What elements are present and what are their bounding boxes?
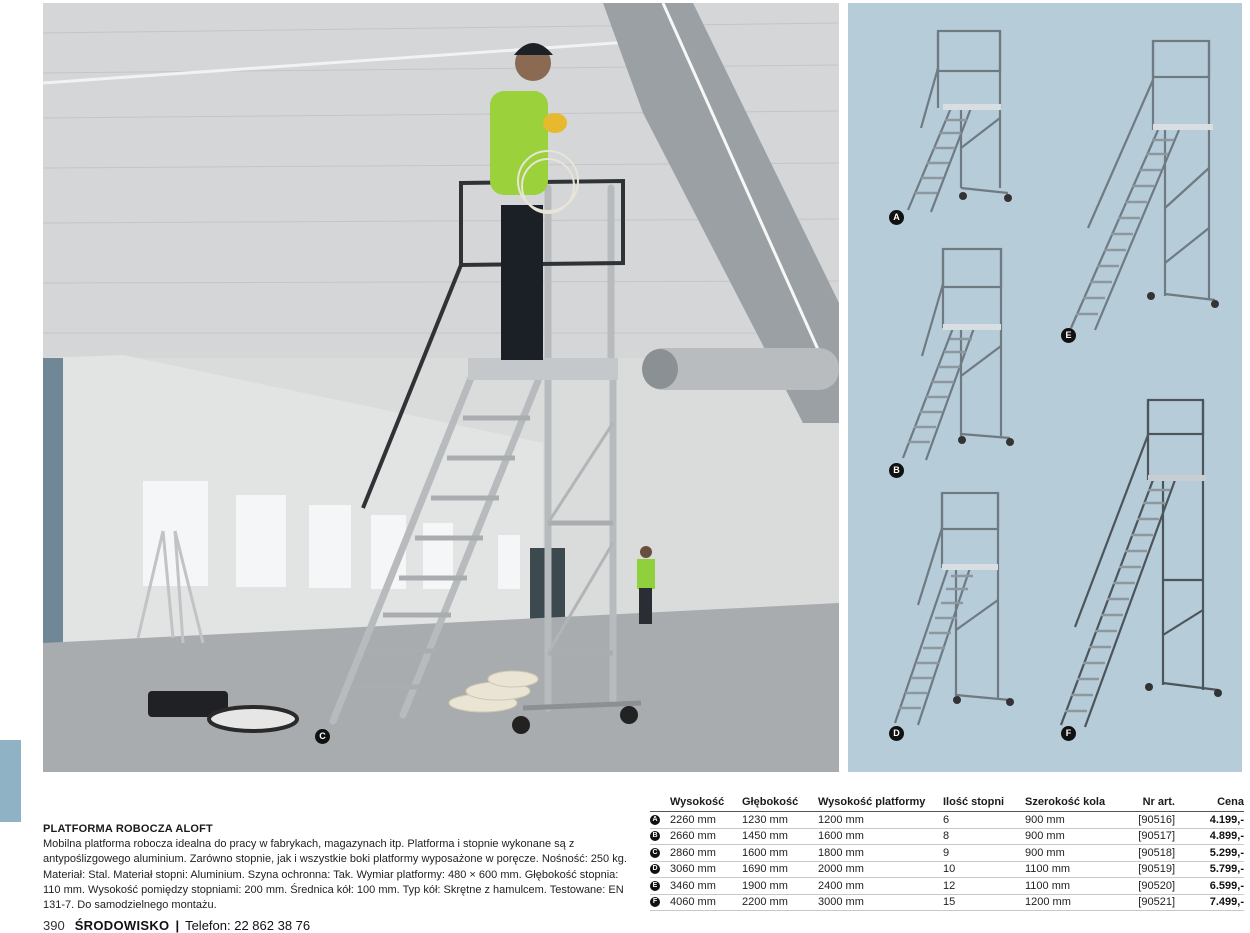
cell-width: 900 mm (1025, 828, 1115, 845)
cell-width: 900 mm (1025, 812, 1115, 829)
row-badge: C (650, 848, 660, 858)
header-letter (650, 794, 670, 812)
header-price: Cena (1175, 794, 1244, 812)
cell-steps: 12 (943, 878, 1025, 895)
badge-f: F (1061, 726, 1076, 741)
cell-price: 5.299,- (1175, 845, 1244, 862)
spec-table (650, 794, 1244, 911)
cell-price: 6.599,- (1175, 878, 1244, 895)
cell-height: 3060 mm (670, 861, 742, 878)
table-row (650, 828, 1244, 845)
table-row (650, 878, 1244, 895)
badge-a: A (889, 210, 904, 225)
cell-depth: 1690 mm (742, 861, 818, 878)
cell-price: 7.499,- (1175, 894, 1244, 911)
row-badge: E (650, 881, 660, 891)
ladder-f-image (1053, 395, 1228, 735)
cell-art: [90521] (1115, 894, 1175, 911)
cell-platform: 1200 mm (818, 812, 943, 829)
phone-number: Telefon: 22 862 38 76 (185, 918, 311, 933)
product-description: Mobilna platforma robocza idealna do pracy w fabrykach, magazynach itp. Platforma i stopnie wykonane są z antypoślizgowego aluminium. Zarówno stopnie, jak i wszystkie boki platformy wyposażone w poręcze. Nośność: 250 kg. Materiał: Stal. Materiał stopni: Aluminium. Szyna ochronna: Tak. Wymiar platformy: 480 × 600 mm. Głębokość stopnia: 110 mm. Wysokość pomiędzy stopniami: 200 mm. Średnica kół: 100 mm. Typ kół: Skrętne z hamulcem. Testowane: EN 131-7. Do samodzielnego montażu. (43, 838, 627, 912)
cell-price: 5.799,- (1175, 861, 1244, 878)
cell-art: [90520] (1115, 878, 1175, 895)
cell-width: 1100 mm (1025, 878, 1115, 895)
header-height: Wysokość (670, 794, 742, 812)
product-title: PLATFORMA ROBOCZA ALOFT (43, 823, 213, 835)
row-badge: D (650, 864, 660, 874)
table-row (650, 894, 1244, 911)
cell-platform: 2400 mm (818, 878, 943, 895)
header-steps: Ilość stopni (943, 794, 1025, 812)
cell-platform: 3000 mm (818, 894, 943, 911)
section-tab (0, 740, 21, 822)
footer-separator: | (175, 918, 180, 933)
row-badge: A (650, 815, 660, 825)
row-badge: B (650, 831, 660, 841)
cell-height: 2660 mm (670, 828, 742, 845)
badge-c: C (315, 729, 330, 744)
cell-height: 3460 mm (670, 878, 742, 895)
ladder-d-image (890, 490, 1020, 730)
page-footer (43, 918, 310, 933)
cell-art: [90517] (1115, 828, 1175, 845)
ladder-e-image (1063, 38, 1223, 338)
cell-width: 1200 mm (1025, 894, 1115, 911)
cell-depth: 2200 mm (742, 894, 818, 911)
header-platform-height: Wysokość platformy (818, 794, 943, 812)
badge-b: B (889, 463, 904, 478)
page-number: 390 (43, 918, 65, 933)
cell-height: 4060 mm (670, 894, 742, 911)
cell-art: [90519] (1115, 861, 1175, 878)
cell-platform: 2000 mm (818, 861, 943, 878)
ladder-b-image (898, 246, 1023, 466)
table-row (650, 861, 1244, 878)
cell-width: 1100 mm (1025, 861, 1115, 878)
cell-steps: 15 (943, 894, 1025, 911)
table-header-row (650, 794, 1244, 812)
cell-depth: 1230 mm (742, 812, 818, 829)
cell-depth: 1450 mm (742, 828, 818, 845)
cell-art: [90518] (1115, 845, 1175, 862)
table-row (650, 812, 1244, 829)
badge-d: D (889, 726, 904, 741)
cell-width: 900 mm (1025, 845, 1115, 862)
product-variants-panel (848, 3, 1242, 772)
row-badge: F (650, 897, 660, 907)
header-depth: Głębokość (742, 794, 818, 812)
cell-height: 2860 mm (670, 845, 742, 862)
badge-e: E (1061, 328, 1076, 343)
cell-steps: 9 (943, 845, 1025, 862)
cell-steps: 6 (943, 812, 1025, 829)
product-photo (43, 3, 839, 772)
table-row (650, 845, 1244, 862)
ladder-a-image (903, 28, 1023, 223)
warehouse-scene (43, 3, 839, 772)
header-wheel-width: Szerokość kola (1025, 794, 1115, 812)
section-name: ŚRODOWISKO (74, 918, 170, 933)
cell-height: 2260 mm (670, 812, 742, 829)
cell-price: 4.899,- (1175, 828, 1244, 845)
cell-steps: 8 (943, 828, 1025, 845)
cell-depth: 1900 mm (742, 878, 818, 895)
cell-art: [90516] (1115, 812, 1175, 829)
cell-platform: 1600 mm (818, 828, 943, 845)
header-art-no: Nr art. (1115, 794, 1175, 812)
cell-platform: 1800 mm (818, 845, 943, 862)
cell-steps: 10 (943, 861, 1025, 878)
cell-depth: 1600 mm (742, 845, 818, 862)
cell-price: 4.199,- (1175, 812, 1244, 829)
